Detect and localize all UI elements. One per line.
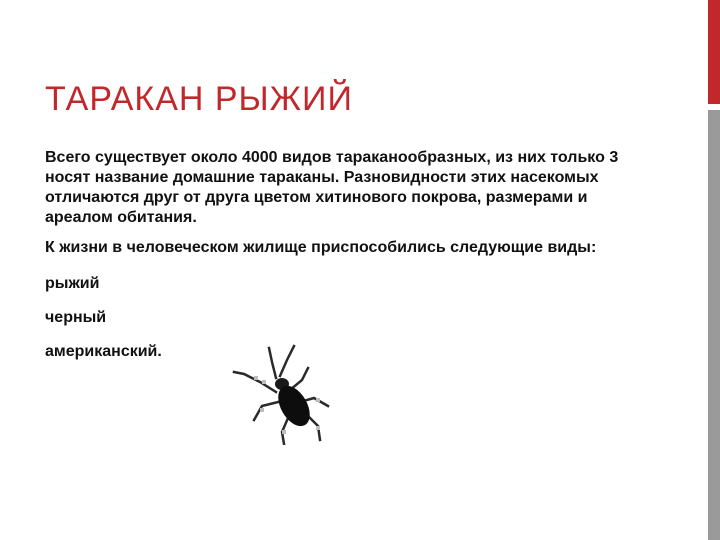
side-stripe-gap xyxy=(708,104,720,110)
species-item: американский. xyxy=(45,343,162,360)
intro-paragraph: Всего существует около 4000 видов тараканообразных, из них только 3 носят название домашние тараканы. Разновидности этих насекомых отличаются друг от друга цветом хитинового покрова, размерами и ареалом обитания. xyxy=(45,149,619,226)
side-stripe-red xyxy=(708,0,720,104)
habitat-paragraph: К жизни в человеческом жилище приспособились следующие виды: xyxy=(45,239,597,256)
cockroach-icon xyxy=(232,340,332,445)
slide-body xyxy=(45,148,645,376)
species-item: рыжий xyxy=(45,275,100,292)
slide-title: ТАРАКАН РЫЖИЙ xyxy=(45,80,353,118)
side-stripe xyxy=(708,0,720,540)
species-item: черный xyxy=(45,309,107,326)
